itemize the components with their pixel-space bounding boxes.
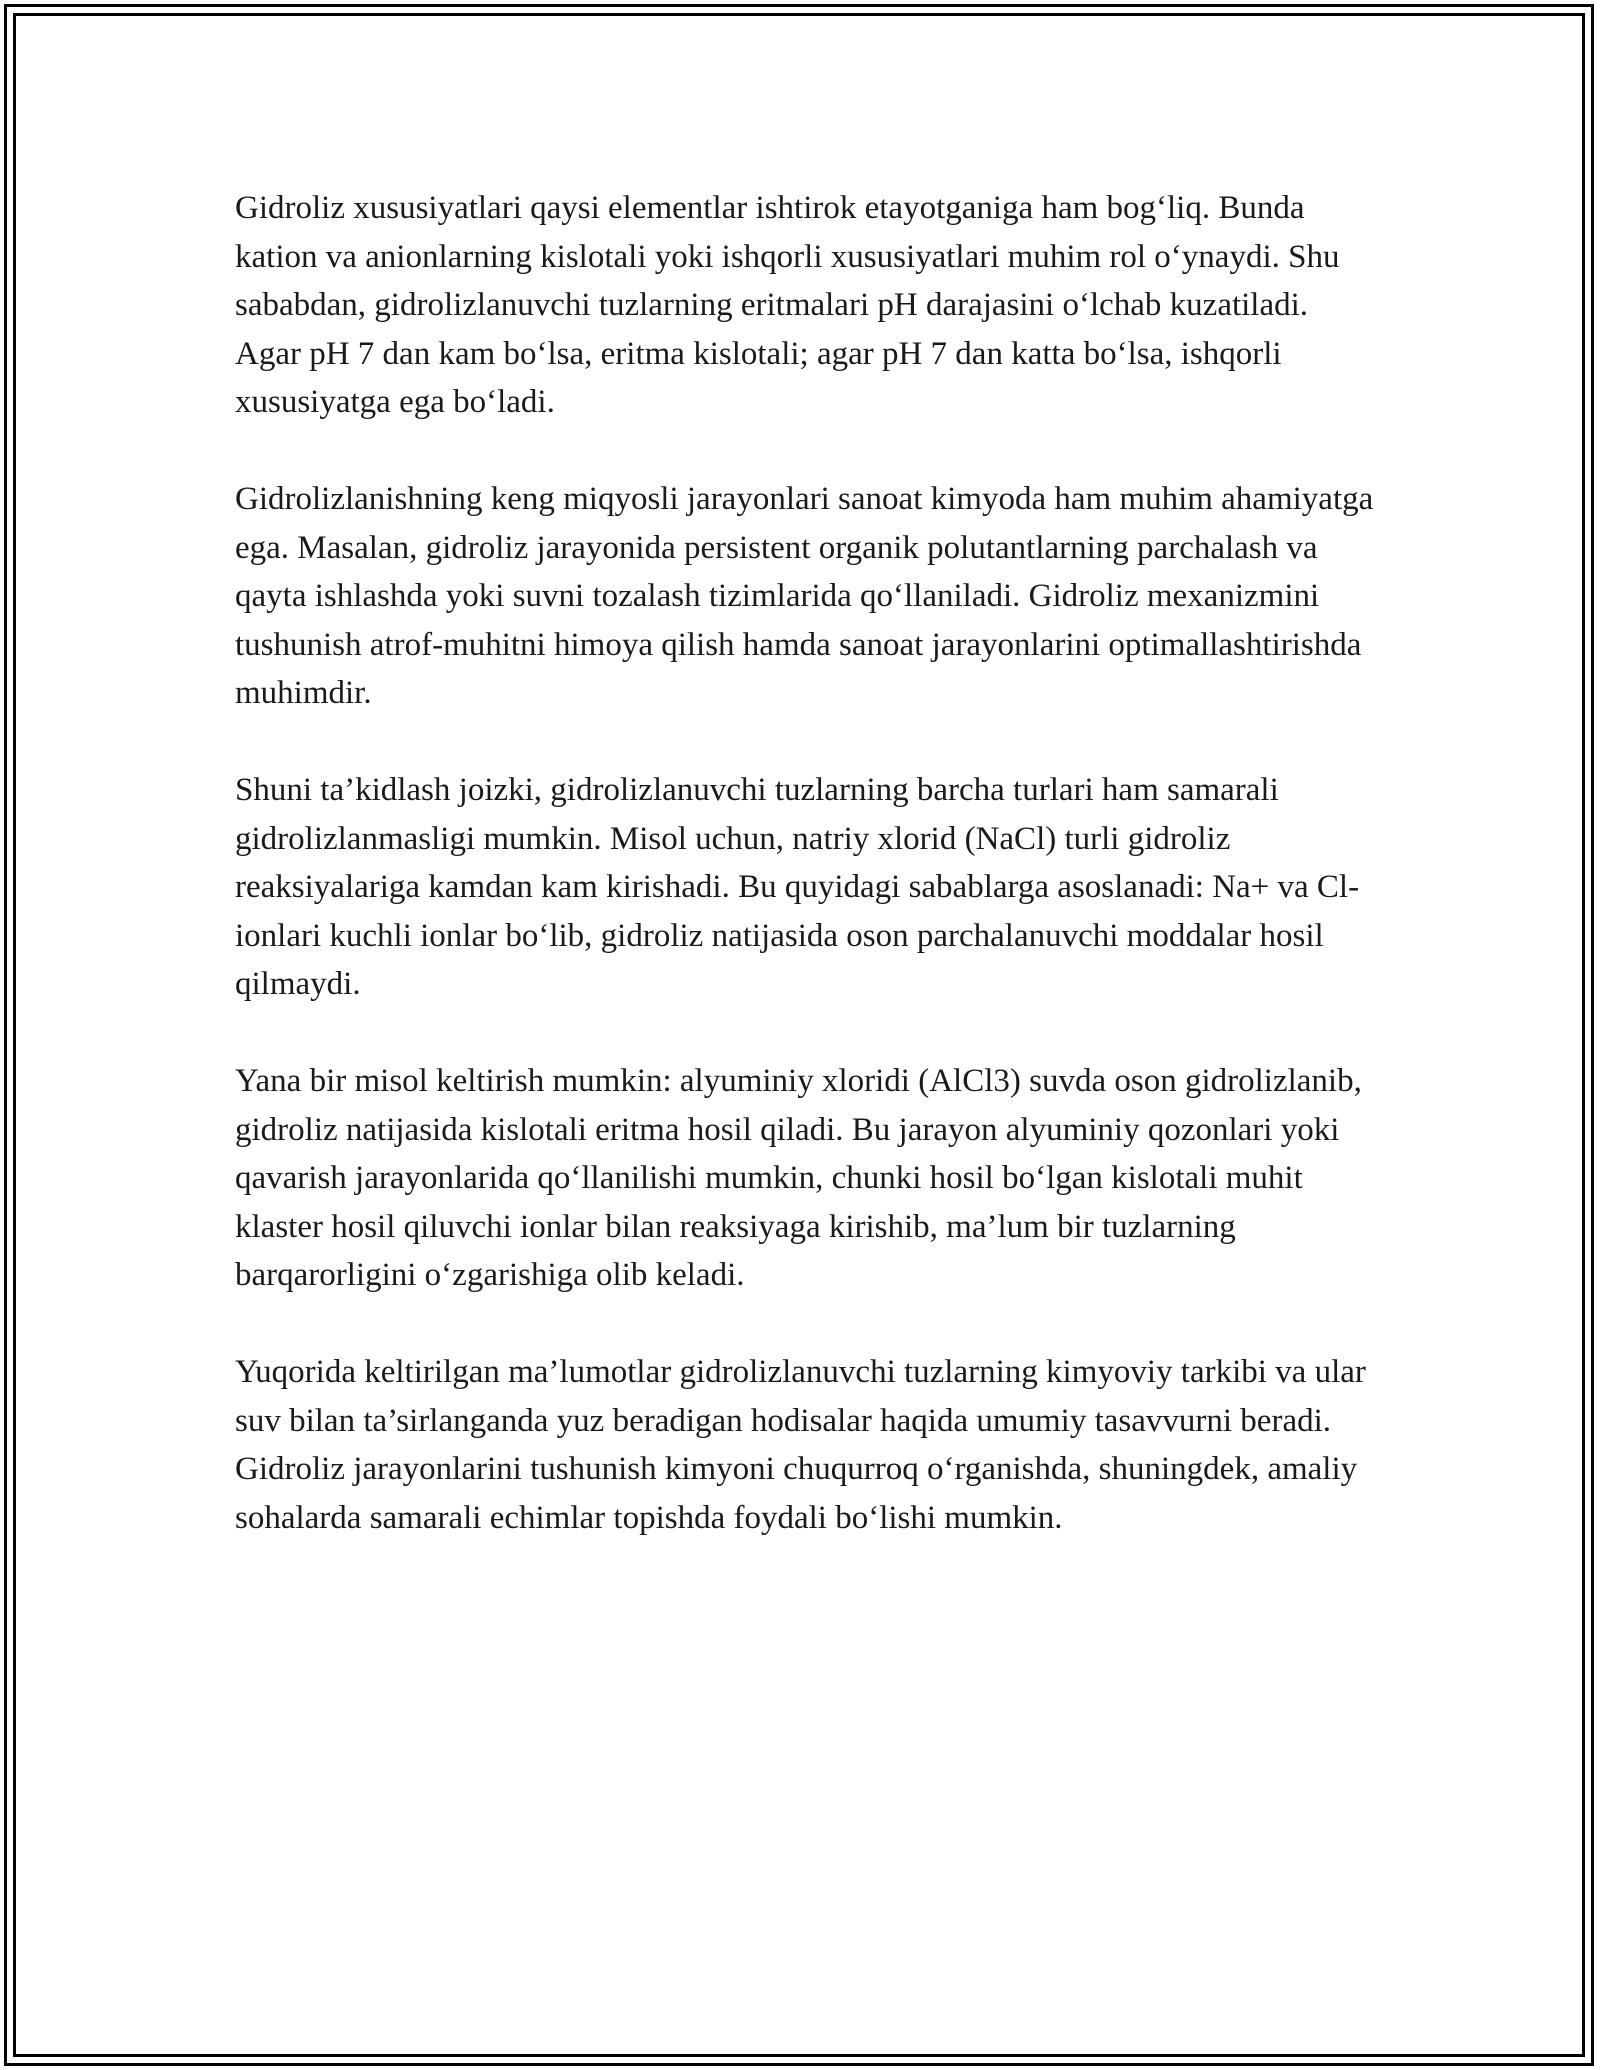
paragraph: Yana bir misol keltirish mumkin: alyuminiy xloridi (AlCl3) suvda oson gidrolizlanib, gidroliz natijasida kislotali eritma hosil qiladi. Bu jarayon alyuminiy qozonlari yoki qavarish jarayonlarida qo‘llanilishi mumkin, chunki hosil bo‘lgan kislotali muhit klaster hosil qiluvchi ionlar bilan reaksiyaga kirishib, ma’lum bir tuzlarning barqarorligini o‘zgarishiga olib keladi. xyxy=(235,1063,1362,1293)
paragraph: Gidroliz xususiyatlari qaysi elementlar ishtirok etayotganiga ham bog‘liq. Bunda kation va anionlarning kislotali yoki ishqorli xususiyatlari muhim rol o‘ynaydi. Shu sababdan, gidrolizlanuvchi tuzlarning eritmalari pH darajasini o‘lchab kuzatiladi. Agar pH 7 dan kam bo‘lsa, eritma kislotali; agar pH 7 dan katta bo‘lsa, ishqorli xususiyatga ega bo‘ladi. xyxy=(235,190,1340,420)
paragraph: Gidrolizlanishning keng miqyosli jarayonlari sanoat kimyoda ham muhim ahamiyatga ega. Masalan, gidroliz jarayonida persistent organik polutantlarning parchalash va qayta ishlashda yoki suvni tozalash tizimlarida qo‘llaniladi. Gidroliz mexanizmini tushunish atrof-muhitni himoya qilish hamda sanoat jarayonlarini optimallashtirishda muhimdir. xyxy=(235,481,1374,711)
document-body xyxy=(235,184,1375,1591)
paragraph: Shuni ta’kidlash joizki, gidrolizlanuvchi tuzlarning barcha turlari ham samarali gidrolizlanmasligi mumkin. Misol uchun, natriy xlorid (NaCl) turli gidroliz reaksiyalariga kamdan kam kirishadi. Bu quyidagi sabablarga asoslanadi: Na+ va Cl- ionlari kuchli ionlar bo‘lib, gidroliz natijasida oson parchalanuvchi moddalar hosil qilmaydi. xyxy=(235,772,1360,1002)
paragraph: Yuqorida keltirilgan ma’lumotlar gidrolizlanuvchi tuzlarning kimyoviy tarkibi va ular suv bilan ta’sirlanganda yuz beradigan hodisalar haqida umumiy tasavvurni beradi. Gidroliz jarayonlarini tushunish kimyoni chuqurroq o‘rganishda, shuningdek, amaliy sohalarda samarali echimlar topishda foydali bo‘lishi mumkin. xyxy=(235,1354,1366,1536)
